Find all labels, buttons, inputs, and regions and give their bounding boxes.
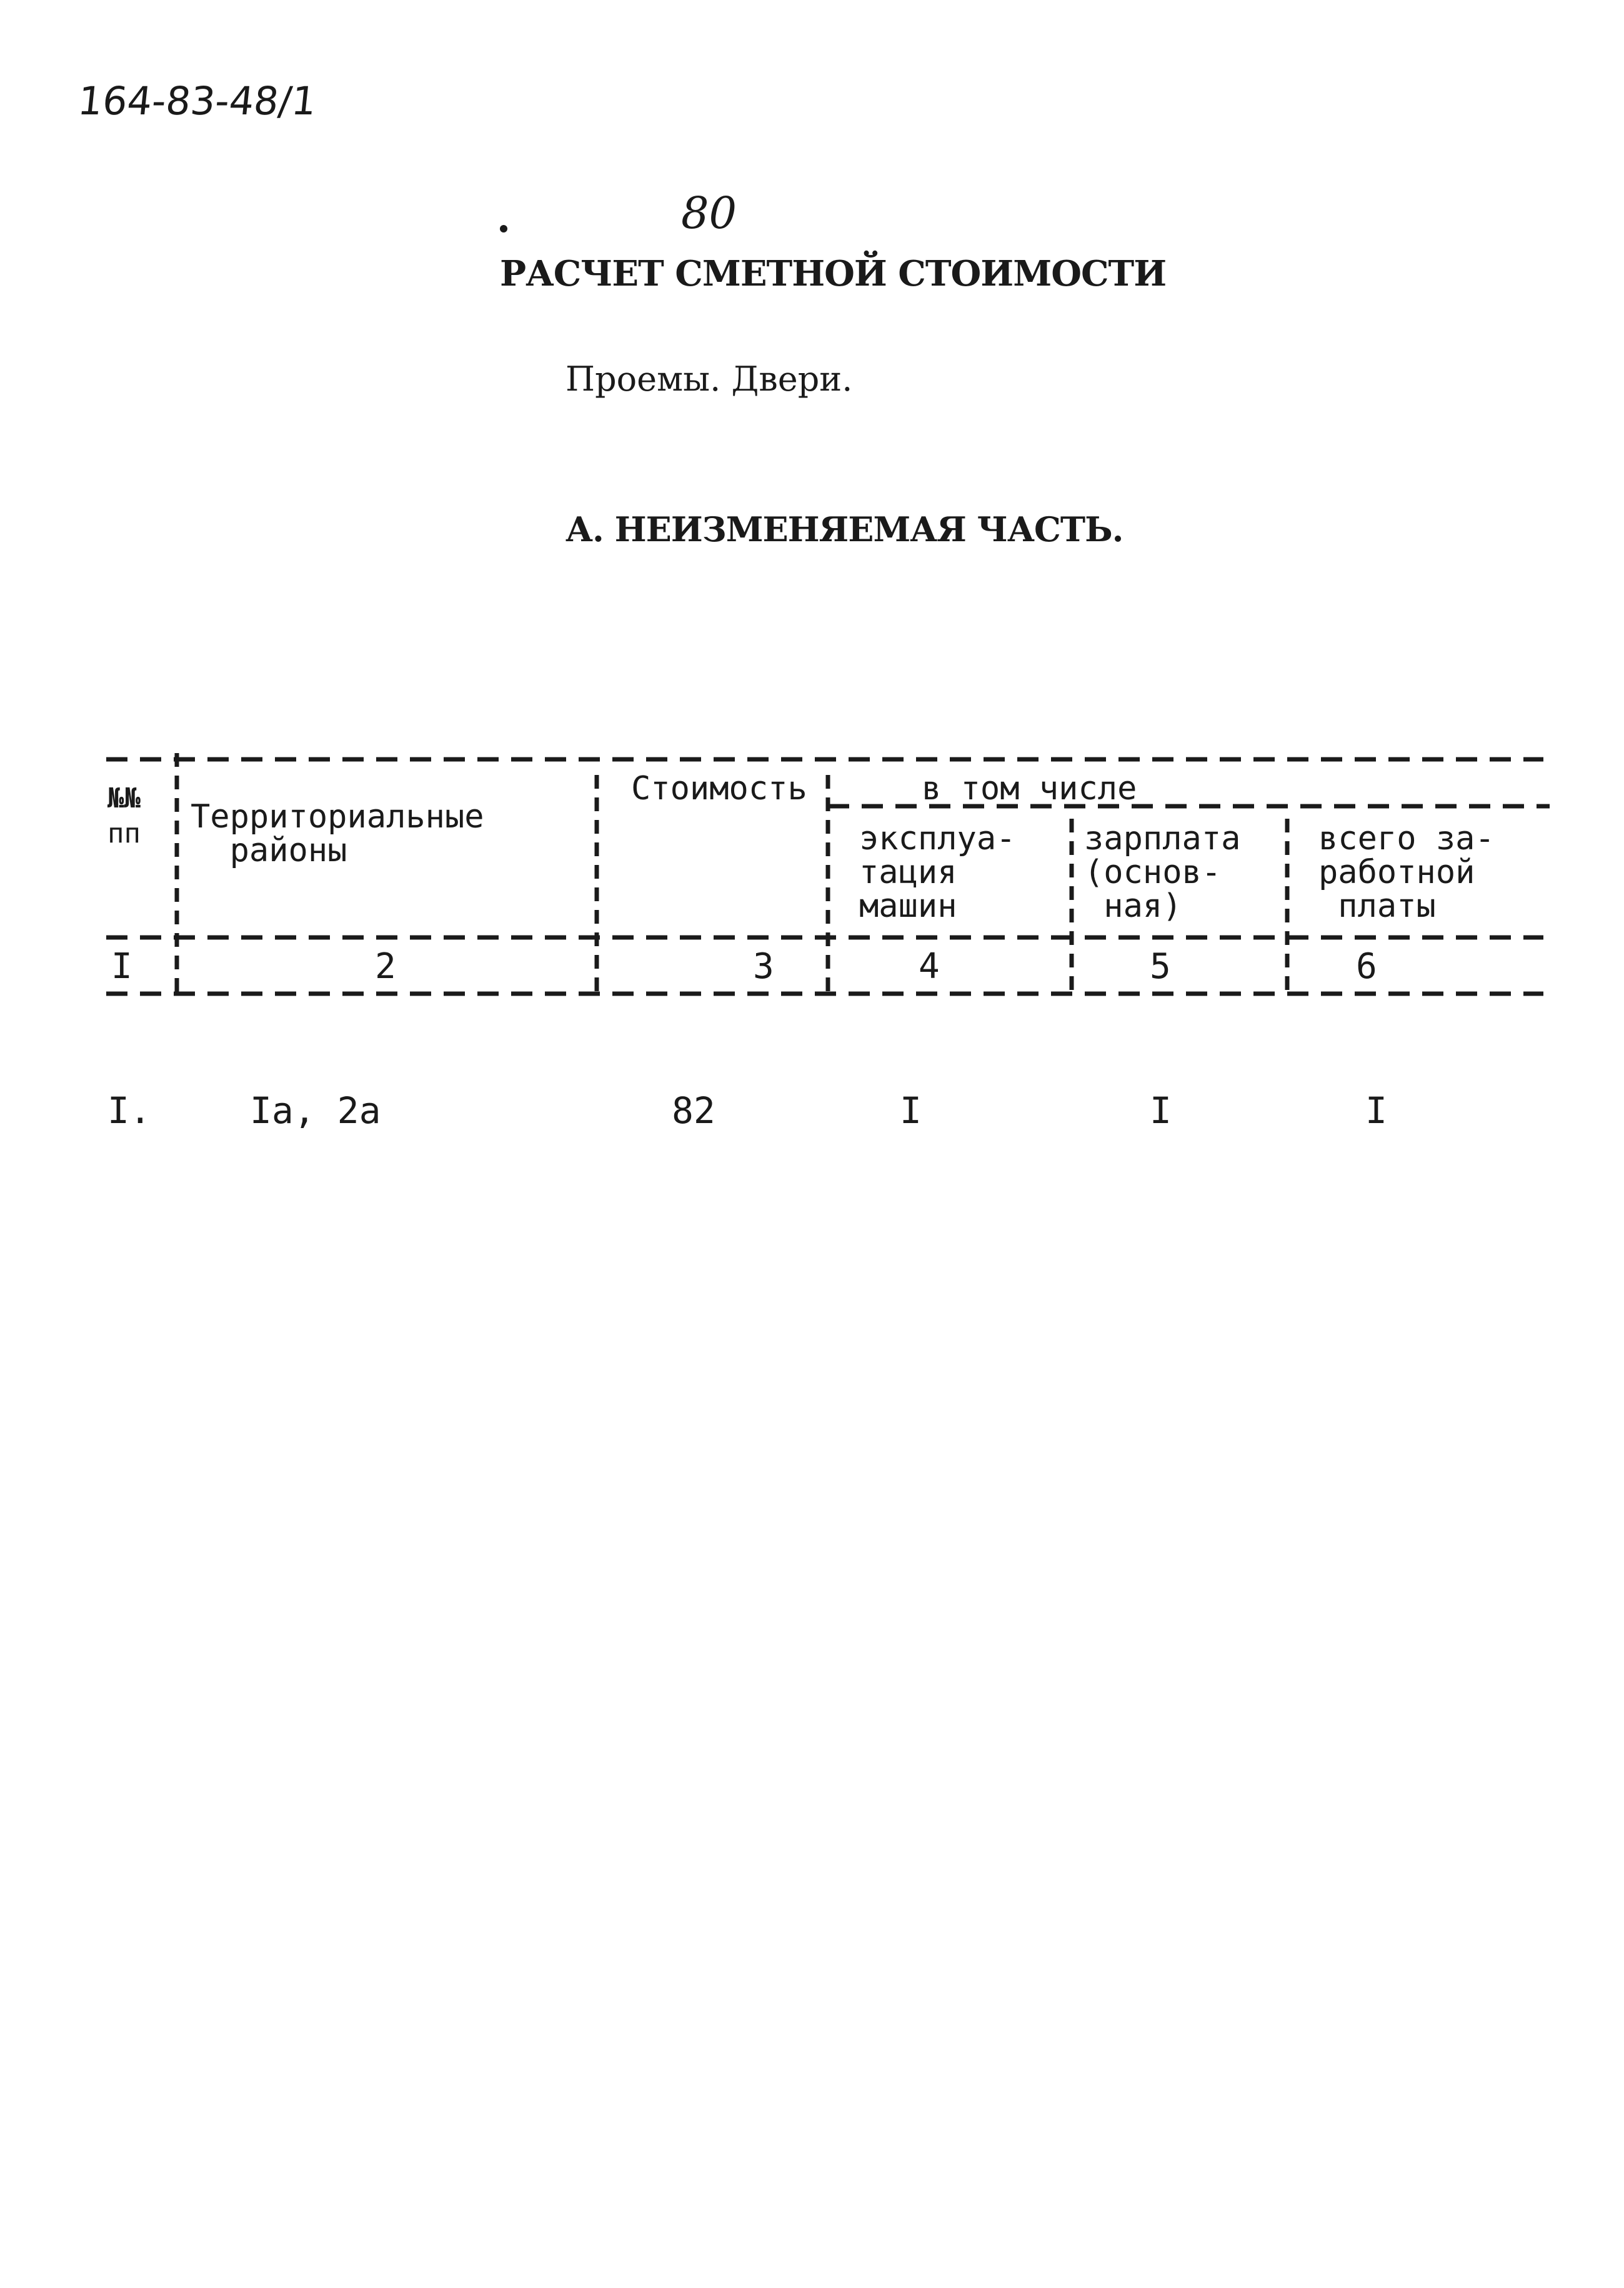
table-row-salary: I: [1150, 1089, 1172, 1132]
header-salary-line-3: ная): [1084, 887, 1182, 925]
page-number: 80: [681, 187, 737, 239]
document-subtitle: Проемы. Двери.: [565, 359, 853, 399]
header-no-line-1: №№: [107, 782, 141, 814]
header-machines: [859, 822, 1015, 923]
header-salary-line-2: (основ-: [1084, 854, 1222, 891]
header-total-line-2: работной: [1318, 854, 1475, 891]
table-row-machines: I: [900, 1089, 922, 1132]
header-salary: [1084, 822, 1240, 923]
header-no-line-2: пп: [107, 817, 141, 849]
header-row-number: [107, 781, 141, 851]
document-title: РАСЧЕТ СМЕТНОЙ СТОИМОСТИ: [500, 253, 1167, 294]
column-number-1: I: [111, 946, 132, 987]
column-number-6: 6: [1356, 946, 1377, 987]
table-row-territory: Iа, 2а: [250, 1089, 381, 1132]
header-including: в том числе: [922, 770, 1137, 807]
column-number-3: 3: [753, 946, 774, 987]
header-total-line-3: платы: [1318, 887, 1436, 925]
header-total-line-1: всего за-: [1318, 820, 1495, 857]
table-row-cost: 82: [672, 1089, 715, 1132]
header-territory: [191, 800, 484, 867]
header-territory-line-1: Территориальные: [191, 798, 484, 836]
section-heading: А. НЕИЗМЕНЯЕМАЯ ЧАСТЬ.: [565, 509, 1123, 549]
table-row-total-salary: I: [1365, 1089, 1387, 1132]
document-code: 164-83-48/1: [76, 78, 319, 124]
header-salary-line-1: зарплата: [1084, 820, 1241, 857]
column-number-2: 2: [375, 946, 396, 987]
header-cost: Стоимость: [631, 770, 807, 807]
header-total-salary: [1318, 822, 1495, 923]
header-machines-line-3: машин: [859, 887, 957, 925]
header-machines-line-1: эксплуа-: [859, 820, 1016, 857]
column-number-5: 5: [1150, 946, 1171, 987]
header-territory-line-2: районы: [191, 832, 347, 869]
table-row-no: I.: [107, 1089, 151, 1132]
header-machines-line-2: тация: [859, 854, 957, 891]
column-number-4: 4: [919, 946, 940, 987]
